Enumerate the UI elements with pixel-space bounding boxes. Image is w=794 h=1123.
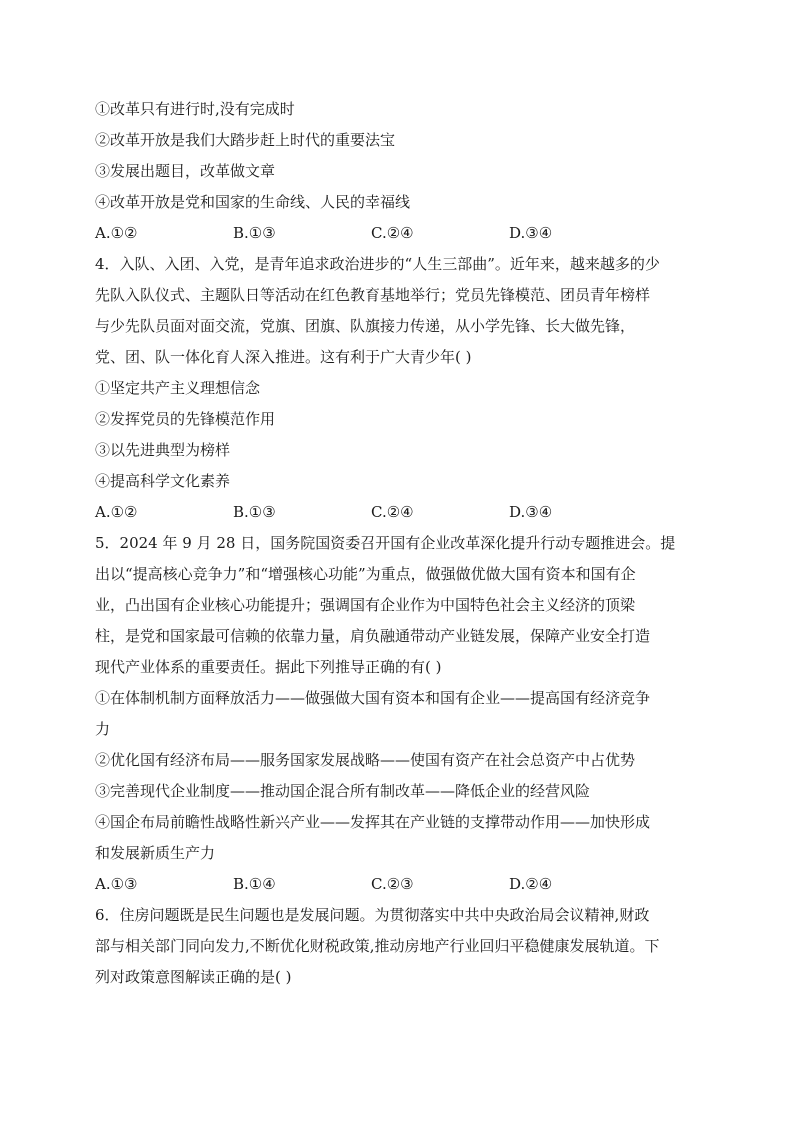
option-line: ①坚定共产主义理想信念 [95,379,261,397]
stem-line: 现代产业体系的重要责任。据此下列推导正确的有( ) [95,658,442,676]
option-line: ④提高科学文化素养 [95,472,231,490]
page-content [95,94,705,993]
question-5-choices [95,869,705,900]
choice-d: D.②④ [509,875,553,893]
stem-line: 出以“提高核心竞争力”和“增强核心功能”为重点，做强做优做大国有资本和国有企 [95,565,636,583]
choice-d: D.③④ [509,224,553,242]
question-5-stem [95,528,705,683]
stem-line: 业，凸出国有企业核心功能提升；强调国有企业作为中国特色社会主义经济的顶梁 [95,596,636,614]
question-4-stem [95,249,705,373]
option-line: ②发挥党员的先锋模范作用 [95,410,276,428]
option-line: ③发展出题目，改革做文章 [95,162,276,180]
option-line: ④国企布局前瞻性战略性新兴产业——发挥其在产业链的支撑带动作用——加快形成 [95,813,651,831]
stem-line: 列对政策意图解读正确的是( ) [95,968,292,986]
choice-b: B.①③ [233,224,276,242]
option-line: 和发展新质生产力 [95,844,216,862]
question-4-choices [95,497,705,528]
question-4-options [95,373,705,497]
choice-a: A.①③ [95,875,138,893]
stem-line: 6．住房问题既是民生问题也是发展问题。为贯彻落实中共中央政治局会议精神,财政 [95,906,650,924]
choice-a: A.①② [95,224,138,242]
stem-line: 与少先队员面对面交流，党旗、团旗、队旗接力传递，从小学先锋、长大做先锋， [95,317,636,335]
question-5-options [95,683,705,869]
stem-line: 4．入队、入团、入党，是青年追求政治进步的“人生三部曲”。近年来，越来越多的少 [95,255,660,273]
option-line: ③完善现代企业制度——推动国企混合所有制改革——降低企业的经营风险 [95,782,591,800]
stem-line: 5．2024 年 9 月 28 日，国务院国资委召开国有企业改革深化提升行动专题推进会。提 [95,534,676,552]
option-line: 力 [95,720,111,738]
option-line: ④改革开放是党和国家的生命线、人民的幸福线 [95,193,411,211]
option-line: ①在体制机制方面释放活力——做强做大国有资本和国有企业——提高国有经济竞争 [95,689,651,707]
stem-line: 柱，是党和国家最可信赖的依靠力量，肩负融通带动产业链发展，保障产业安全打造 [95,627,651,645]
choice-c: C.②④ [371,224,414,242]
stem-line: 党、团、队一体化育人深入推进。这有利于广大青少年( ) [95,348,472,366]
option-line: ③以先进典型为榜样 [95,441,231,459]
question-3-options [95,94,705,218]
option-line: ②改革开放是我们大踏步赶上时代的重要法宝 [95,131,396,149]
option-line: ①改革只有进行时,没有完成时 [95,100,295,118]
question-3-choices [95,218,705,249]
choice-b: B.①④ [233,875,276,893]
question-6-stem [95,900,705,993]
choice-b: B.①③ [233,503,276,521]
choice-c: C.②④ [371,503,414,521]
option-line: ②优化国有经济布局——服务国家发展战略——使国有资产在社会总资产中占优势 [95,751,636,769]
stem-line: 先队入队仪式、主题队日等活动在红色教育基地举行；党员先锋模范、团员青年榜样 [95,286,651,304]
choice-a: A.①② [95,503,138,521]
choice-c: C.②③ [371,875,414,893]
choice-d: D.③④ [509,503,553,521]
stem-line: 部与相关部门同向发力,不断优化财税政策,推动房地产行业回归平稳健康发展轨道。下 [95,937,660,955]
